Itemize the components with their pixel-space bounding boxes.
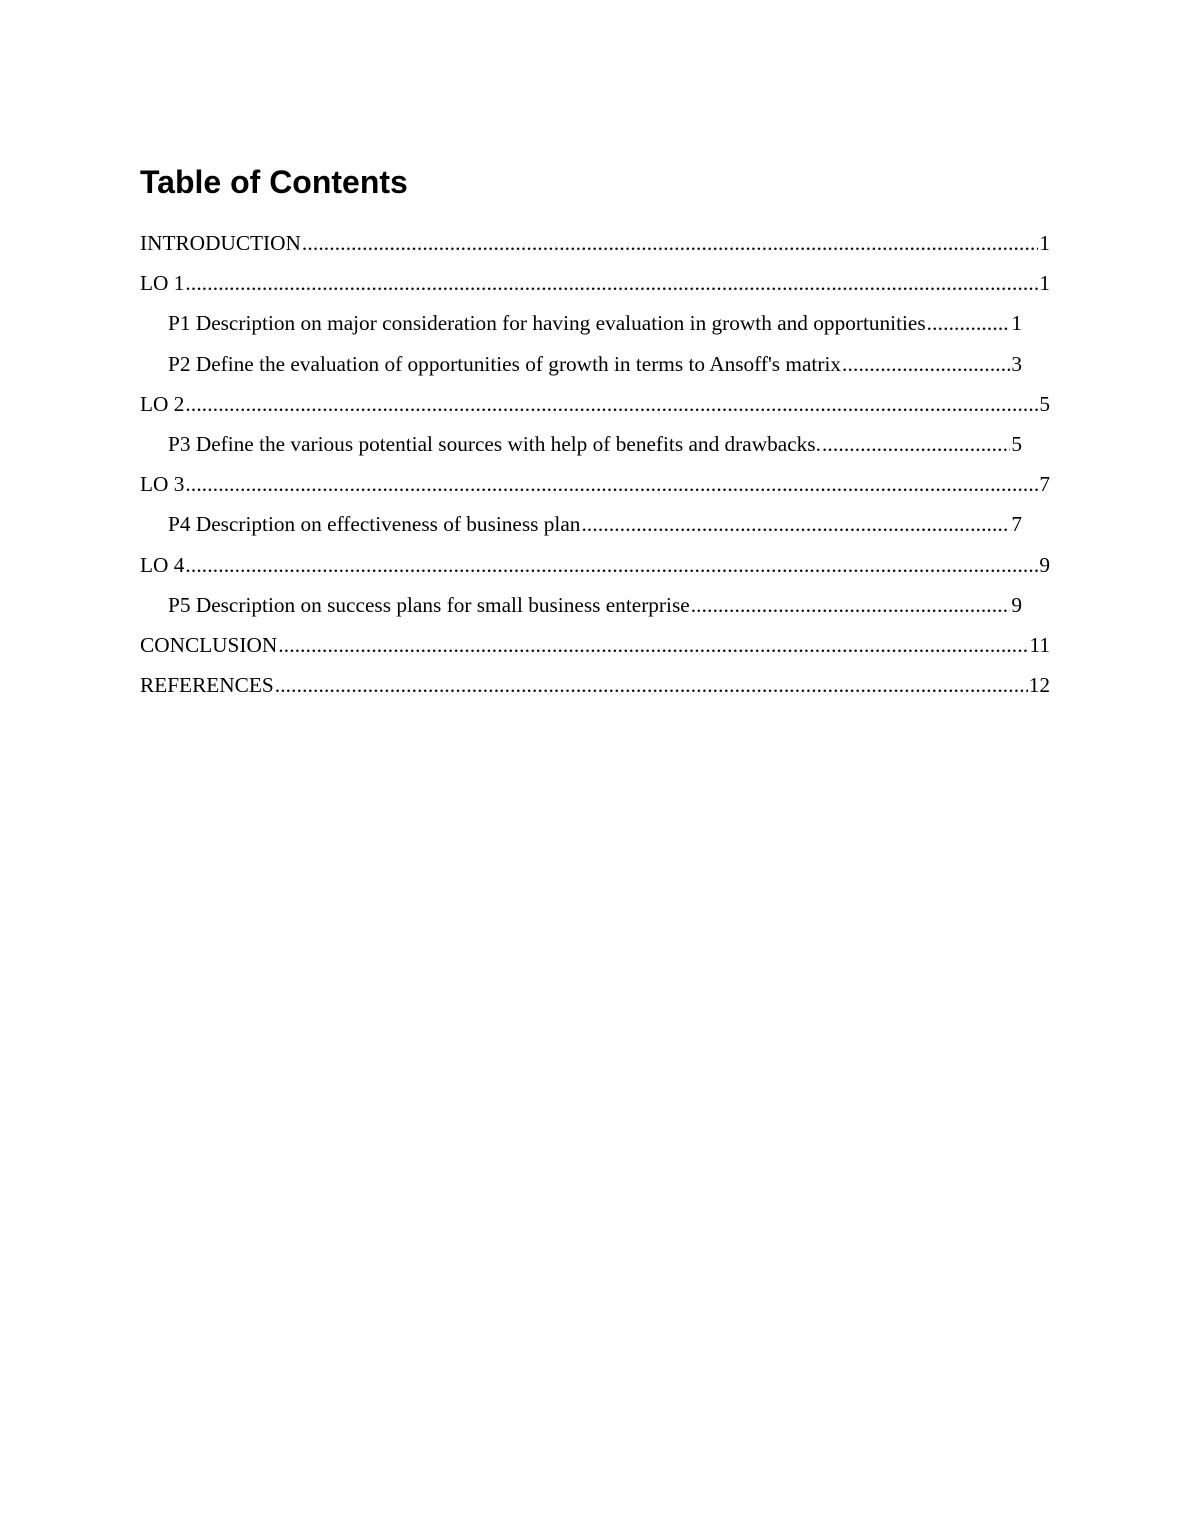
toc-entry-lo4[interactable]	[140, 545, 1050, 585]
toc-entry-label: P4 Description on effectiveness of business plan	[168, 504, 581, 544]
toc-entry-label: P5 Description on success plans for small business enterprise	[168, 585, 691, 625]
toc-page-number: 7	[1010, 504, 1022, 544]
toc-page-number: 1	[1038, 223, 1050, 263]
toc-dot-leader	[691, 585, 1011, 625]
toc-entry-lo1[interactable]	[140, 263, 1050, 303]
toc-entry-label: P2 Define the evaluation of opportunities of growth in terms to Ansoff's matrix	[168, 344, 842, 384]
toc-page-number: 9	[1038, 545, 1050, 585]
toc-page-number: 1	[1010, 303, 1022, 343]
toc-dot-leader	[302, 223, 1038, 263]
toc-dot-leader	[927, 303, 1011, 343]
toc-entry-label: LO 3	[140, 464, 185, 504]
toc-title: Table of Contents	[140, 164, 408, 200]
toc-dot-leader	[185, 263, 1038, 303]
toc-dot-leader	[581, 504, 1010, 544]
toc-entry-p3[interactable]	[168, 424, 1022, 464]
toc-entry-introduction[interactable]	[140, 223, 1050, 263]
toc-entry-label: INTRODUCTION	[140, 223, 302, 263]
toc-entry-p5[interactable]	[168, 585, 1022, 625]
toc-dot-leader	[822, 424, 1010, 464]
toc-entry-conclusion[interactable]	[140, 625, 1050, 665]
toc-entry-label: P3 Define the various potential sources with help of benefits and drawbacks.	[168, 424, 822, 464]
toc-dot-leader	[185, 384, 1038, 424]
toc-dot-leader	[275, 665, 1028, 705]
toc-page-number: 1	[1038, 263, 1050, 303]
toc-page-number: 5	[1010, 424, 1022, 464]
toc-entry-p2[interactable]	[168, 344, 1022, 384]
toc-entry-label: REFERENCES	[140, 665, 275, 705]
toc-dot-leader	[842, 344, 1010, 384]
toc-page-number: 5	[1038, 384, 1050, 424]
toc-entry-references[interactable]	[140, 665, 1050, 705]
toc-entry-label: LO 2	[140, 384, 185, 424]
toc-entry-lo3[interactable]	[140, 464, 1050, 504]
toc-entry-p1[interactable]	[168, 303, 1022, 343]
toc-page-number: 12	[1028, 665, 1050, 705]
toc-entry-label: CONCLUSION	[140, 625, 278, 665]
toc-entry-lo2[interactable]	[140, 384, 1050, 424]
toc-page-number: 9	[1010, 585, 1022, 625]
toc-dot-leader	[185, 545, 1038, 585]
toc-entry-label: LO 1	[140, 263, 185, 303]
toc-entry-label: LO 4	[140, 545, 185, 585]
toc-page-number: 7	[1038, 464, 1050, 504]
toc-page-number: 3	[1010, 344, 1022, 384]
toc-page-number: 11	[1028, 625, 1050, 665]
toc-dot-leader	[278, 625, 1028, 665]
toc-entry-label: P1 Description on major consideration for having evaluation in growth and opportunities	[168, 303, 927, 343]
table-of-contents	[140, 223, 1050, 705]
toc-entry-p4[interactable]	[168, 504, 1022, 544]
toc-dot-leader	[185, 464, 1038, 504]
